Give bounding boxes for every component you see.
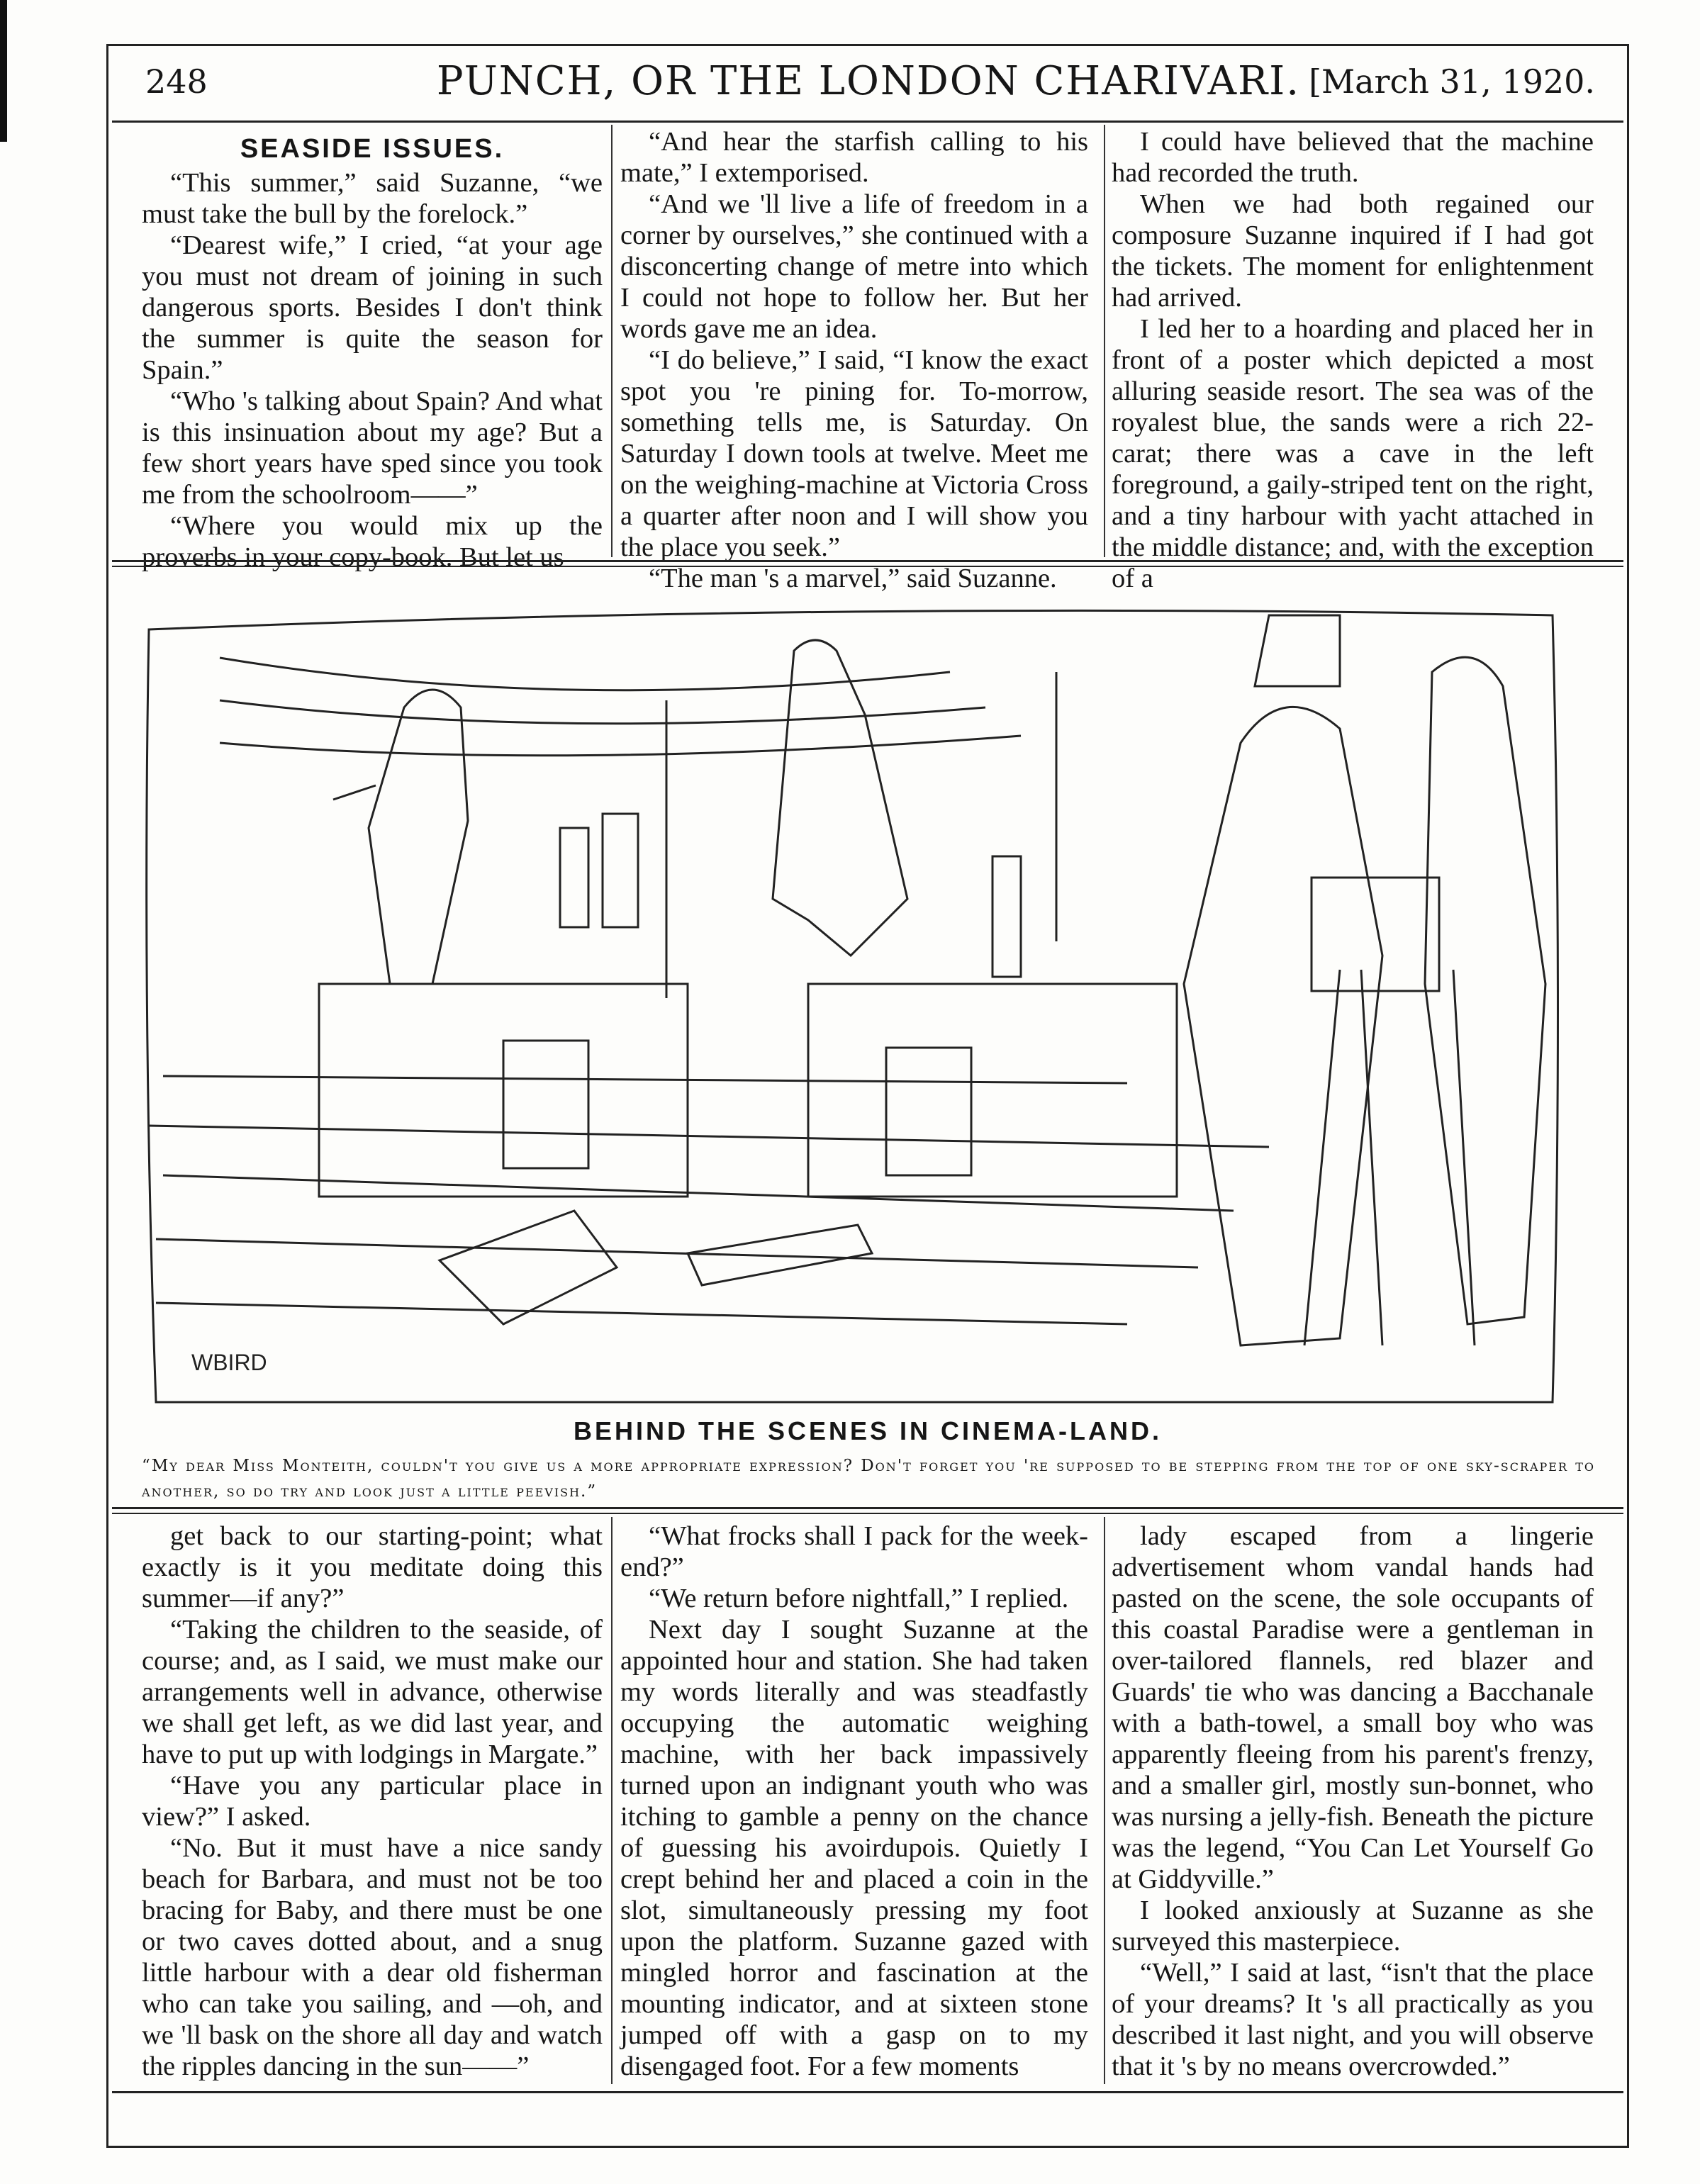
- window-right: [886, 1048, 971, 1175]
- issue-date: [March 31, 1920.: [1309, 62, 1595, 101]
- column-rule: [611, 125, 613, 557]
- paragraph: “Where you would mix up the proverbs in your copy-book. But let us: [142, 511, 603, 572]
- bottom-col3-text: [1112, 1521, 1594, 2082]
- header-rule: [112, 121, 1623, 123]
- camera-tripod: [1304, 970, 1475, 1345]
- tool-box: [440, 1211, 617, 1324]
- paragraph: When we had both regained our composure Suzanne inquired if I had got the tickets. The moment for enlightenment had arrived.: [1112, 189, 1594, 313]
- cartoon-title: BEHIND THE SCENES IN CINEMA-LAND.: [573, 1416, 1163, 1445]
- top-col1-text: [142, 167, 603, 573]
- paragraph: “Have you any particular place in view?” I asked.: [142, 1771, 603, 1832]
- chimney: [560, 828, 588, 927]
- cartoon-signature: WBIRD: [191, 1350, 267, 1375]
- paragraph: “We return before nightfall,” I replied.: [649, 1584, 1069, 1613]
- cameraman-figure: [1425, 657, 1545, 1324]
- article-title: SEASIDE ISSUES.: [240, 134, 505, 164]
- paragraph: “Taking the children to the seaside, of course; and, as I said, we must make our arrangements well in advance, otherwise we shall get left, as we did last year, and have to put up with lodgings in Margate.”: [142, 1615, 603, 1769]
- paragraph: “And hear the starfish calling to his mate,” I extemporised.: [620, 127, 1088, 188]
- paragraph: “Dearest wife,” I cried, “at your age you must not dream of joining in such dangerous sports. Besides I don't think the summer is quite the season for Spain.”: [142, 230, 603, 385]
- top-col2-text: [620, 126, 1088, 594]
- paragraph: get back to our starting-point; what exactly is it you meditate doing this summer—if any?”: [142, 1521, 603, 1613]
- paragraph: lady escaped from a lingerie advertisement whom vandal hands had pasted on the scene, the sole occupants of this coastal Paradise were a gentleman in over-tailored flannels, red blazer and Guards' tie who was dancing a Bacchanale with a bath-towel, a small boy who was apparently fleeing from his parent's frenzy, and a smaller girl, mostly sun-bonnet, who was nursing a jelly-fish. Beneath the picture was the legend, “You Can Let Yourself Go at Giddyville.”: [1112, 1521, 1594, 1894]
- paragraph: “I do believe,” I said, “I know the exact spot you 're pining for. To-morrow, something tells me, is Saturday. On Saturday I down tools at twelve. Meet me on the weighing-machine at Victoria Cross a quarter after noon and I will show you the place you seek.”: [620, 345, 1088, 562]
- paragraph: I led her to a hoarding and placed her in front of a poster which depicted a most alluring seaside resort. The sea was of the royalest blue, the sands were a rich 22-carat; there was a cave in the left foreground, a gaily-striped tent on the right, and a tiny harbour with yacht attached in the middle distance; and, with the exception of a: [1112, 314, 1594, 593]
- cartoon-top-rule-2: [112, 566, 1623, 567]
- column-rule: [1104, 125, 1105, 557]
- paragraph: Next day I sought Suzanne at the appointed hour and station. She had taken my words literally and was steadfastly occupying the automatic weighing machine, with her back impassively turned upon an indignant youth who was itching to gamble a penny on the chance of guessing his avoirdupois. Quietly I crept behind her and placed a coin in the slot, simultaneously pressing my foot upon the platform. Suzanne gazed with mingled horror and fascination at the mounting indicator, and at sixteen stone jumped off with a gasp on to my disengaged foot. For a few moments: [620, 1615, 1088, 2081]
- actress-figure: [773, 640, 907, 956]
- paragraph: “And we 'll live a life of freedom in a corner by ourselves,” she continued with a disconcerting change of metre into which I could not hope to follow her. But her words gave me an idea.: [620, 189, 1088, 344]
- right-building: [808, 984, 1177, 1197]
- director-top-hat: [1255, 615, 1340, 686]
- page-bottom-rule: [112, 2091, 1623, 2093]
- top-column-3: [1112, 126, 1594, 594]
- cartoon-caption: “My dear Miss Monteith, couldn't you give us a more appropriate expression? Don't forget you 're supposed to be stepping from the top of one sky-scraper to another, so do try and look just a little peevish.”: [142, 1457, 1595, 1501]
- paragraph: “Who 's talking about Spain? And what is this insinuation about my age? But a few short years have sped since you took me from the schoolroom——”: [142, 386, 603, 510]
- villain-figure: [369, 690, 468, 984]
- paragraph: “What frocks shall I pack for the week-end?”: [620, 1521, 1088, 1582]
- bottom-column-3: [1112, 1521, 1594, 2082]
- caption-bottom-rule-2: [112, 1513, 1623, 1514]
- bottom-col1-text: [142, 1521, 603, 2082]
- top-column-1: [142, 128, 603, 573]
- window-left: [503, 1041, 588, 1168]
- villain-knife: [333, 785, 376, 800]
- top-column-2: [620, 126, 1088, 594]
- paragraph: I looked anxiously at Suzanne as she surveyed this masterpiece.: [1112, 1895, 1594, 1956]
- chimney: [992, 856, 1021, 977]
- bottom-column-1: [142, 1521, 603, 2082]
- column-rule: [611, 1517, 613, 2084]
- telegraph-pole: [666, 672, 1056, 998]
- cinema-cartoon-illustration: [135, 587, 1570, 1409]
- caption-bottom-rule: [112, 1507, 1623, 1509]
- masthead: PUNCH, OR THE LONDON CHARIVARI.: [436, 58, 1301, 104]
- paragraph: “No. But it must have a nice sandy beach for Barbara, and must not be too bracing for Baby, and there must be one or two caves dotted about, and a snug little harbour with a dear old fisherman who can take you sailing, and —oh, and we 'll bask on the shore all day and watch the ripples dancing in the sun——”: [142, 1833, 603, 2081]
- paragraph: “This summer,” said Suzanne, “we must take the bull by the forelock.”: [142, 168, 603, 229]
- director-figure: [1184, 707, 1382, 1345]
- bottom-col2-text: [620, 1521, 1088, 2082]
- page-header: [113, 47, 1623, 125]
- top-col3-text: [1112, 126, 1594, 594]
- film-camera: [1312, 878, 1439, 991]
- telegraph-wires: [220, 658, 1021, 756]
- column-rule: [1104, 1517, 1105, 2084]
- paragraph: “Well,” I said at last, “isn't that the place of your dreams? It 's all practically as you described it last night, and you will observe that it 's by no means overcrowded.”: [1112, 1958, 1594, 2081]
- cartoon-top-rule: [112, 560, 1623, 562]
- page-number: 248: [145, 62, 208, 101]
- paragraph: “The man 's a marvel,” said Suzanne.: [649, 564, 1057, 593]
- page-edge-rule: [0, 0, 7, 142]
- paragraph: I could have believed that the machine had recorded the truth.: [1112, 127, 1594, 188]
- roof-lines: [149, 1076, 1269, 1324]
- bottom-column-2: [620, 1521, 1088, 2082]
- chimney: [603, 814, 638, 927]
